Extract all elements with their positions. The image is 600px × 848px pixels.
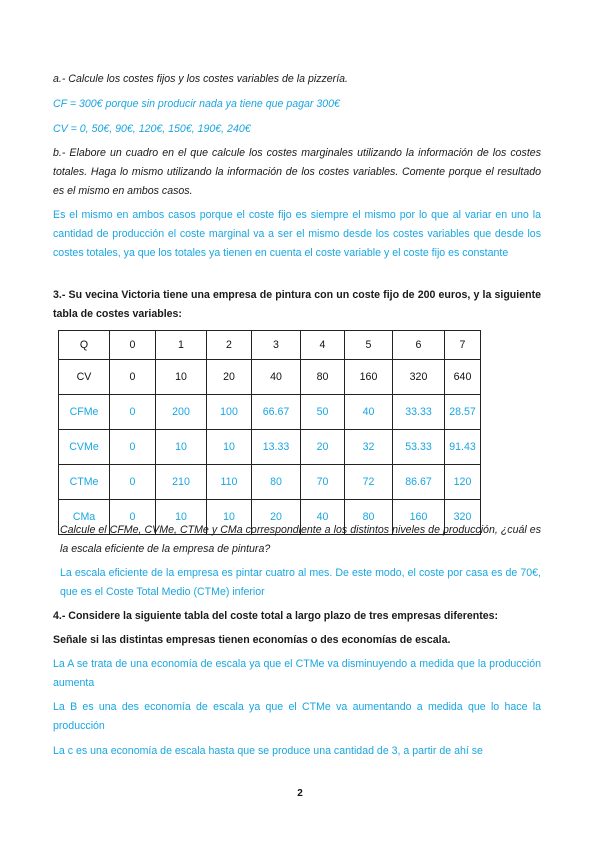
table-cell: 50: [301, 395, 345, 430]
table-cell: 86.67: [393, 465, 445, 500]
answer-a-fixed-costs: CF = 300€ porque sin producir nada ya tiene que pagar 300€: [53, 98, 340, 110]
table-cell: 72: [345, 465, 393, 500]
table-cell: 20: [301, 430, 345, 465]
table-cell: 110: [207, 465, 252, 500]
answer-4-b: La B es una des economía de escala ya que el CTMe va aumentando a medida que lo hace la producción: [53, 701, 541, 732]
question-4-heading: 4.- Considere la siguiente tabla del coste total a largo plazo de tres empresas diferentes:: [53, 610, 499, 622]
table-cell: 40: [345, 395, 393, 430]
table-row: [59, 360, 481, 395]
table-cell: 20: [207, 360, 252, 395]
answer-a-variable-costs: CV = 0, 50€, 90€, 120€, 150€, 190€, 240€: [53, 123, 251, 135]
table-cell: 0: [110, 500, 156, 535]
table-cell: 160: [345, 360, 393, 395]
table-cell: 28.57: [445, 395, 481, 430]
question-3-heading: 3.- Su vecina Victoria tiene una empresa de pintura con un coste fijo de 200 euros, y la siguiente tabla de costes variables:: [53, 289, 541, 320]
table-cell: 640: [445, 360, 481, 395]
table-cell: 70: [301, 465, 345, 500]
table-cell: 10: [156, 500, 207, 535]
table-cell: 10: [156, 360, 207, 395]
table-cell: 10: [156, 430, 207, 465]
table-header-cell: 2: [207, 331, 252, 360]
table-header-cell: Q: [59, 331, 110, 360]
answer-4-a: La A se trata de una economía de escala ya que el CTMe va disminuyendo a medida que la producción aumenta: [53, 658, 541, 689]
table-header-cell: 3: [252, 331, 301, 360]
page-number: 2: [297, 788, 303, 799]
table-cell: 32: [345, 430, 393, 465]
table-row: [59, 465, 481, 500]
answer-b: Es el mismo en ambos casos porque el coste fijo es siempre el mismo por lo que al variar en uno la cantidad de producción el coste marginal va a ser el mismo desde los costes variables que desde los costes totales, ya que los totales ya tienen en cuenta el coste variable y el coste fijo es constante: [53, 209, 541, 259]
table-header-cell: 4: [301, 331, 345, 360]
table-header-cell: 7: [445, 331, 481, 360]
table-cell: 66.67: [252, 395, 301, 430]
table-cell: 13.33: [252, 430, 301, 465]
table-cell: 10: [207, 500, 252, 535]
table-header-row: [59, 331, 481, 360]
table-row: [59, 395, 481, 430]
table-cell: 210: [156, 465, 207, 500]
question-4-subheading: Señale si las distintas empresas tienen economías o des economías de escala.: [53, 634, 451, 646]
table-cell: 40: [301, 500, 345, 535]
row-label-cma: CMa: [59, 500, 110, 535]
table-cell: 0: [110, 465, 156, 500]
row-label-ctme: CTMe: [59, 465, 110, 500]
variable-costs-table: [58, 330, 481, 535]
question-b: b.- Elabore un cuadro en el que calcule los costes marginales utilizando la información de los costes totales. Haga lo mismo utilizando la información de los costes variables. Comente porque el resultado es el mismo en ambos casos.: [53, 147, 541, 197]
table-cell: 80: [345, 500, 393, 535]
table-cell: 33.33: [393, 395, 445, 430]
table-cell: 320: [445, 500, 481, 535]
table-cell: 80: [252, 465, 301, 500]
table-cell: 0: [110, 430, 156, 465]
table-cell: 40: [252, 360, 301, 395]
table-header-cell: 6: [393, 331, 445, 360]
table-cell: 91.43: [445, 430, 481, 465]
table-row: [59, 430, 481, 465]
question-3: Calcule el CFMe, CVMe, CTMe y CMa correspondiente a los distintos niveles de producción, ¿cuál es la escala eficiente de la empresa de pintura?: [60, 524, 541, 555]
table-header-cell: 5: [345, 331, 393, 360]
table-cell: 53.33: [393, 430, 445, 465]
answer-4-c: La c es una economía de escala hasta que se produce una cantidad de 3, a partir de ahí se: [53, 745, 483, 757]
table-cell: 0: [110, 360, 156, 395]
row-label-cv: CV: [59, 360, 110, 395]
question-a: a.- Calcule los costes fijos y los costes variables de la pizzería.: [53, 73, 348, 85]
table-header-cell: 1: [156, 331, 207, 360]
row-label-cvme: CVMe: [59, 430, 110, 465]
table-cell: 0: [110, 395, 156, 430]
table-cell: 20: [252, 500, 301, 535]
table-cell: 120: [445, 465, 481, 500]
table-cell: 320: [393, 360, 445, 395]
table-cell: 160: [393, 500, 445, 535]
table-cell: 80: [301, 360, 345, 395]
table-header-cell: 0: [110, 331, 156, 360]
table-cell: 200: [156, 395, 207, 430]
table-cell: 100: [207, 395, 252, 430]
row-label-cfme: CFMe: [59, 395, 110, 430]
table-cell: 10: [207, 430, 252, 465]
answer-3: La escala eficiente de la empresa es pintar cuatro al mes. De este modo, el coste por casa es de 70€, que es el Coste Total Medio (CTMe) inferior: [60, 567, 541, 598]
